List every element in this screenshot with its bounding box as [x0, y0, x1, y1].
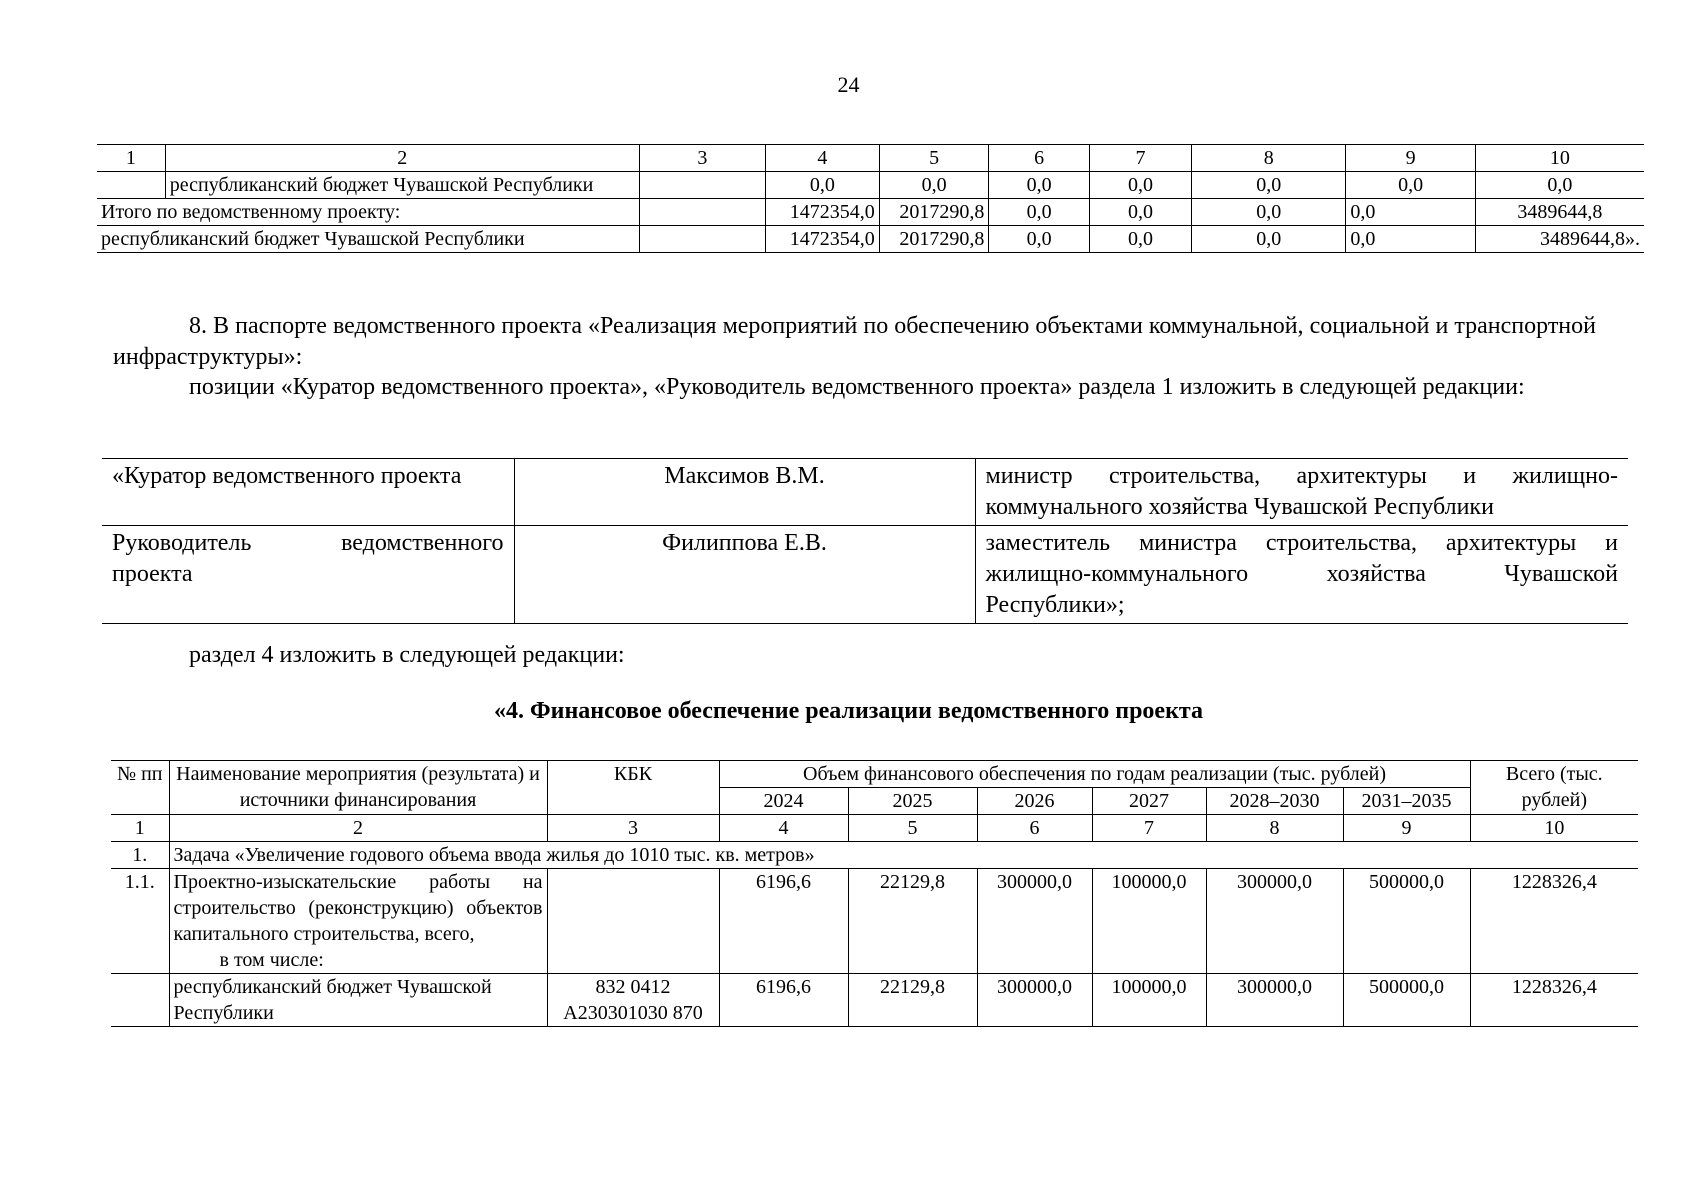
name-cell: Филиппова Е.В. [514, 526, 975, 624]
col-num: 7 [1092, 815, 1206, 842]
curator-table [102, 458, 1628, 624]
row-num: 1.1. [111, 869, 169, 974]
role-cell: «Куратор ведомственного проекта [102, 459, 514, 526]
task-row [111, 842, 1638, 869]
row-name: республиканский бюджет Чувашской Республики [169, 974, 547, 1027]
header-year: 2024 [719, 788, 848, 815]
value-cell: 3489644,8 [1475, 199, 1644, 226]
row-label: республиканский бюджет Чувашской Республики [97, 226, 639, 253]
continuation-table [97, 144, 1644, 253]
value-cell: 1228326,4 [1470, 869, 1638, 974]
name-cell: Максимов В.М. [514, 459, 975, 526]
value-cell: 22129,8 [848, 974, 977, 1027]
col-num: 5 [848, 815, 977, 842]
financing-table [111, 760, 1638, 1027]
value-cell: 0,0 [1192, 226, 1346, 253]
col-num: 2 [169, 815, 547, 842]
value-cell: 3489644,8». [1475, 226, 1644, 253]
page-number: 24 [837, 72, 860, 97]
row-num [111, 974, 169, 1027]
col-num: 3 [639, 145, 765, 172]
col-num: 5 [879, 145, 989, 172]
value-cell: 0,0 [989, 226, 1089, 253]
col-num: 8 [1206, 815, 1343, 842]
value-cell: 300000,0 [1206, 974, 1343, 1027]
kbk-cell [547, 869, 719, 974]
table-row [102, 459, 1628, 526]
col-num: 3 [547, 815, 719, 842]
position-cell: заместитель министра строительства, архитектуры и жилищно-коммунального хозяйства Чувашской Республики»; [975, 526, 1628, 624]
kbk-cell [639, 199, 765, 226]
table-row [111, 869, 1638, 974]
table-row [97, 172, 1644, 199]
value-cell: 1228326,4 [1470, 974, 1638, 1027]
col-num: 9 [1343, 815, 1470, 842]
section-heading: «4. Финансовое обеспечение реализации ведомственного проекта [494, 698, 1203, 724]
value-cell: 100000,0 [1092, 974, 1206, 1027]
row-label: Итого по ведомственному проекту: [97, 199, 639, 226]
paragraph-positions: позиции «Куратор ведомственного проекта», «Руководитель ведомственного проекта» раздела 1 изложить в следующей редакции: [189, 374, 1525, 400]
column-number-row [111, 815, 1638, 842]
header-year: 2031–2035 [1343, 788, 1470, 815]
value-cell: 0,0 [989, 172, 1089, 199]
header-row [111, 761, 1638, 788]
value-cell: 500000,0 [1343, 974, 1470, 1027]
kbk-cell [639, 172, 765, 199]
col-num: 6 [989, 145, 1089, 172]
paragraph-section4: раздел 4 изложить в следующей редакции: [189, 642, 625, 668]
value-cell: 0,0 [879, 172, 989, 199]
row-label: республиканский бюджет Чувашской Республики [165, 172, 639, 199]
position-cell: министр строительства, архитектуры и жилищно-коммунального хозяйства Чувашской Республики [975, 459, 1628, 526]
col-num: 1 [111, 815, 169, 842]
value-cell: 0,0 [1089, 226, 1191, 253]
column-number-row [97, 145, 1644, 172]
col-num: 7 [1089, 145, 1191, 172]
paragraph-8: 8. В паспорте ведомственного проекта «Реализация мероприятий по обеспечению объектами коммунальной, социальной и транспортной инфраструктуры»: [113, 313, 1596, 370]
kbk-cell: 832 0412 A230301030 870 [547, 974, 719, 1027]
value-cell: 0,0 [1089, 199, 1191, 226]
value-cell: 1472354,0 [765, 226, 879, 253]
col-num: 1 [97, 145, 165, 172]
table-row [102, 526, 1628, 624]
col-num: 10 [1475, 145, 1644, 172]
value-cell: 6196,6 [719, 974, 848, 1027]
col-num: 10 [1470, 815, 1638, 842]
row-name [169, 869, 547, 974]
value-cell: 6196,6 [719, 869, 848, 974]
value-cell: 100000,0 [1092, 869, 1206, 974]
task-text: Задача «Увеличение годового объема ввода жилья до 1010 тыс. кв. метров» [169, 842, 1638, 869]
header-year: 2025 [848, 788, 977, 815]
header-year: 2026 [977, 788, 1092, 815]
value-cell: 300000,0 [1206, 869, 1343, 974]
value-cell: 0,0 [1192, 172, 1346, 199]
col-num: 2 [165, 145, 639, 172]
row-subnote: в том числе: [219, 949, 324, 971]
value-cell: 1472354,0 [765, 199, 879, 226]
col-num: 4 [719, 815, 848, 842]
col-num: 9 [1346, 145, 1475, 172]
role-cell: Руководитель ведомственного проекта [102, 526, 514, 624]
task-num: 1. [111, 842, 169, 869]
value-cell: 0,0 [1346, 226, 1475, 253]
header-total: Всего (тыс. рублей) [1470, 761, 1638, 815]
header-kbk: КБК [547, 761, 719, 815]
header-num: № пп [111, 761, 169, 815]
header-volume: Объем финансового обеспечения по годам реализации (тыс. рублей) [719, 761, 1470, 788]
value-cell: 0,0 [1346, 199, 1475, 226]
value-cell: 0,0 [1192, 199, 1346, 226]
col-num: 8 [1192, 145, 1346, 172]
value-cell: 500000,0 [1343, 869, 1470, 974]
header-year: 2028–2030 [1206, 788, 1343, 815]
value-cell: 300000,0 [977, 974, 1092, 1027]
kbk-cell [639, 226, 765, 253]
value-cell: 2017290,8 [879, 226, 989, 253]
col-num: 6 [977, 815, 1092, 842]
table-row [111, 974, 1638, 1027]
value-cell: 2017290,8 [879, 199, 989, 226]
value-cell: 0,0 [989, 199, 1089, 226]
value-cell: 0,0 [1475, 172, 1644, 199]
value-cell: 0,0 [1346, 172, 1475, 199]
col-num: 4 [765, 145, 879, 172]
header-name: Наименование мероприятия (результата) и источники финансирования [169, 761, 547, 815]
row-name-text: Проектно-изыскательские работы на строительство (реконструкцию) объектов капитального строительства, всего, [173, 871, 543, 945]
header-year: 2027 [1092, 788, 1206, 815]
value-cell: 0,0 [1089, 172, 1191, 199]
table-row [97, 199, 1644, 226]
value-cell: 22129,8 [848, 869, 977, 974]
value-cell: 0,0 [765, 172, 879, 199]
value-cell: 300000,0 [977, 869, 1092, 974]
table-row [97, 226, 1644, 253]
